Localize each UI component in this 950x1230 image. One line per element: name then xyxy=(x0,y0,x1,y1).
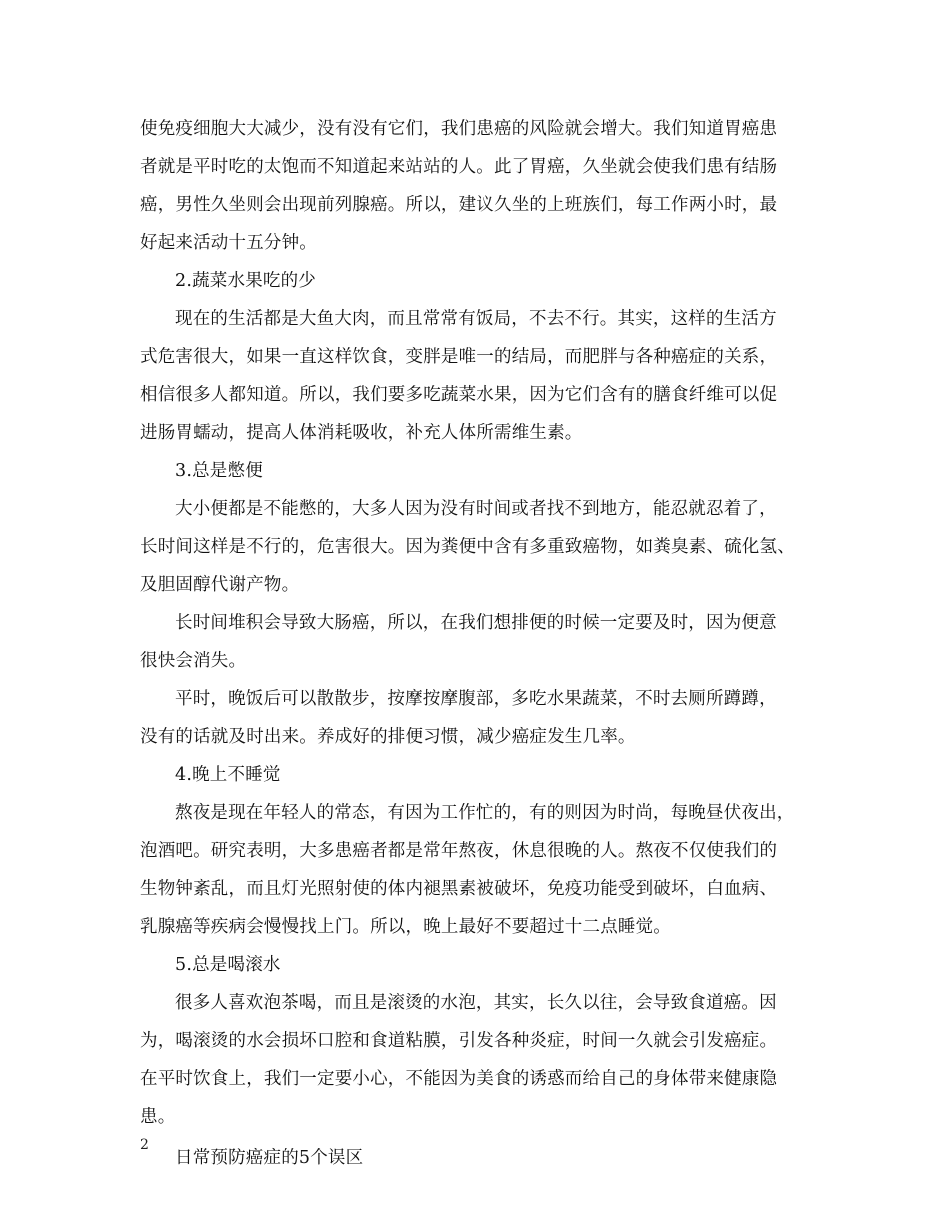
subtitle: 日常预防癌症的5个误区 xyxy=(175,1148,364,1168)
page-number: 2 xyxy=(140,1137,149,1153)
text-line: 使免疫细胞大大减少，没有没有它们，我们患癌的风险就会增大。我们知道胃癌患 xyxy=(140,119,778,139)
text-line: 长时间这样是不行的，危害很大。因为粪便中含有多重致癌物，如粪臭素、硫化氢、 xyxy=(140,537,795,557)
text-line: 患。 xyxy=(140,1107,176,1127)
text-line: 为，喝滚烫的水会损坏口腔和食道粘膜，引发各种炎症，时间一久就会引发癌症。 xyxy=(140,1031,778,1051)
text-line: 很快会消失。 xyxy=(140,651,247,671)
text-line: 大小便都是不能憋的，大多人因为没有时间或者找不到地方，能忍就忍着了， xyxy=(175,499,777,519)
text-line: 式危害很大，如果一直这样饮食，变胖是唯一的结局，而肥胖与各种癌症的关系， xyxy=(140,347,778,367)
text-line: 长时间堆积会导致大肠癌，所以，在我们想排便的时候一定要及时，因为便意 xyxy=(175,613,777,633)
text-line: 现在的生活都是大鱼大肉，而且常常有饭局，不去不行。其实，这样的生活方 xyxy=(175,309,777,329)
text-line: 进肠胃蠕动，提高人体消耗吸收，补充人体所需维生素。 xyxy=(140,423,583,443)
text-line: 癌，男性久坐则会出现前列腺癌。所以，建议久坐的上班族们，每工作两小时，最 xyxy=(140,195,778,215)
text-line: 熬夜是现在年轻人的常态，有因为工作忙的，有的则因为时尚，每晚昼伏夜出， xyxy=(175,803,795,823)
text-line: 泡酒吧。研究表明，大多患癌者都是常年熬夜，休息很晚的人。熬夜不仅使我们的 xyxy=(140,841,778,861)
text-line: 在平时饮食上，我们一定要小心，不能因为美食的诱惑而给自己的身体带来健康隐 xyxy=(140,1069,778,1089)
text-line: 乳腺癌等疾病会慢慢找上门。所以，晚上最好不要超过十二点睡觉。 xyxy=(140,917,671,937)
body-text xyxy=(140,110,810,1180)
text-line: 生物钟紊乱，而且灯光照射使的体内褪黑素被破坏，免疫功能受到破坏，白血病、 xyxy=(140,879,778,899)
text-line: 相信很多人都知道。所以，我们要多吃蔬菜水果，因为它们含有的膳食纤维可以促 xyxy=(140,385,778,405)
text-line: 没有的话就及时出来。养成好的排便习惯，减少癌症发生几率。 xyxy=(140,727,636,747)
text-line: 好起来活动十五分钟。 xyxy=(140,233,317,253)
text-line: 者就是平时吃的太饱而不知道起来站站的人。此了胃癌，久坐就会使我们患有结肠 xyxy=(140,157,778,177)
section-heading: 4.晚上不睡觉 xyxy=(175,765,281,785)
section-heading: 5.总是喝滚水 xyxy=(175,955,281,975)
text-line: 很多人喜欢泡茶喝，而且是滚烫的水泡，其实，长久以往，会导致食道癌。因 xyxy=(175,993,777,1013)
text-line: 及胆固醇代谢产物。 xyxy=(140,575,300,595)
section-heading: 2.蔬菜水果吃的少 xyxy=(175,271,316,291)
section-heading: 3.总是憋便 xyxy=(175,461,263,481)
text-line: 平时，晚饭后可以散散步，按摩按摩腹部，多吃水果蔬菜，不时去厕所蹲蹲， xyxy=(175,689,777,709)
